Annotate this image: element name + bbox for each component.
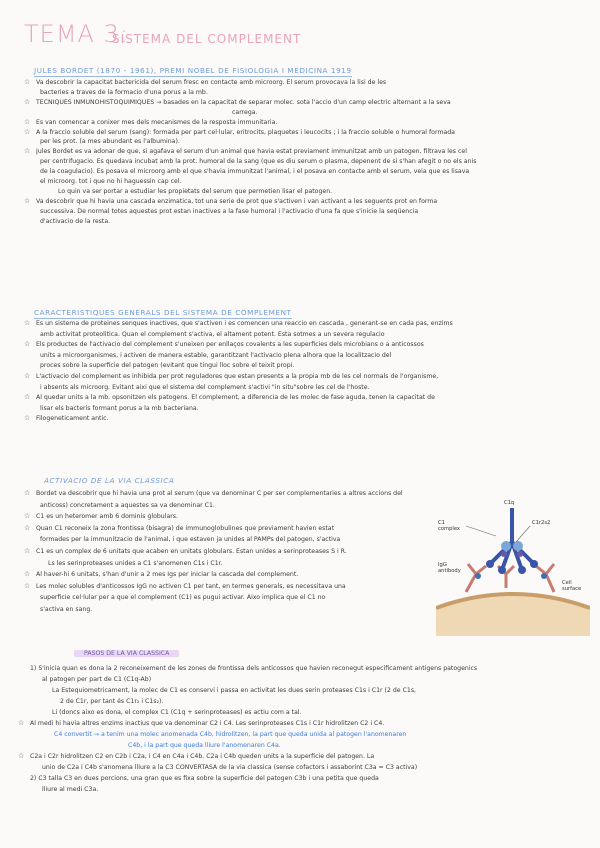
note-line: lliure al medi C3a. bbox=[42, 786, 99, 793]
note-line: s'activa en sang. bbox=[40, 606, 93, 613]
note-line: Les molec solubles d'anticossos IgG no activen C1 per tant, en termes generals, es necessitava una bbox=[36, 582, 346, 590]
page-title bbox=[24, 20, 584, 54]
bullet-star-icon: ☆ bbox=[24, 340, 31, 349]
note-line: TECNIQUES INMUNOHISTOQUIMIQUES → basades en la capacitat de separar molec. sota l'accio d'un camp electric alternant a la seva bbox=[36, 98, 451, 106]
note-line: units a microorganismes, i activen de manera estable, garantitzant l'activacio plena alhora que la localitzacio del bbox=[40, 351, 392, 359]
note-line: C2a i C2r hidrolitzen C2 en C2b i C2a, i C4 en C4a i C4b. C2a i C4b queden units a la superficie del patogen. La bbox=[30, 753, 375, 760]
title-subtitle: SISTEMA DEL COMPLEMENT bbox=[112, 32, 302, 46]
bullet-star-icon: ☆ bbox=[24, 581, 31, 590]
label-line-complex bbox=[466, 526, 496, 536]
note-line: Es van comencar a conixer mes dels mecanismes de la resposta immunitaria. bbox=[36, 118, 278, 126]
bullet-star-icon: ☆ bbox=[24, 127, 31, 136]
bullet-star-icon: ☆ bbox=[24, 147, 31, 156]
note-line: al patogen per part de C1 (C1q-Ab) bbox=[42, 676, 152, 683]
note-line: Al haver-hi 6 unitats, s'han d'unir a 2 mes Igs per iniciar la cascada del complement. bbox=[36, 571, 299, 579]
label-c1-complex: C1 complex bbox=[438, 520, 460, 532]
note-line: Ls les serinproteases unides a C1 s'anomenen C1s i C1r. bbox=[48, 559, 223, 567]
note-line: 2) C3 talla C3 en dues porcions, una gran que es fixa sobre la superficie del patogen C3b i una petita que queda bbox=[30, 775, 379, 782]
section3-heading: ACTIVACIO DE LA VIA CLASSICA bbox=[44, 476, 175, 485]
bullet-star-icon: ☆ bbox=[24, 489, 31, 497]
note-line: amb activitat proteolitica. Quan el complement s'activa, el altament potent. Esta sotmes a un severa regulacio bbox=[40, 330, 385, 338]
note-line: lisar els bacteris formant porus a la mb bacteriana. bbox=[40, 404, 199, 412]
note-line: 2 de C1r, per tant és C1r₂ i C1s₂). bbox=[60, 698, 164, 705]
label-cell-surface: Cell surface bbox=[562, 580, 582, 592]
bullet-star-icon: ☆ bbox=[24, 117, 31, 126]
note-line: L'activacio del complement es inhibida per prot reguladores que estan presents a la propia mb de les cel normals de l'organisme, bbox=[36, 373, 439, 380]
c1-complex-figure bbox=[436, 496, 590, 636]
bullet-star-icon: ☆ bbox=[24, 393, 31, 402]
note-line: Lo quin va ser portar a estudiar les propietats del serum que permetien lisar el patogen. bbox=[58, 187, 333, 195]
note-line: superficie cel·lular per a que el complement (C1) es pugui activar. Aixo implica que el C1 no bbox=[40, 594, 326, 602]
note-line: Els productes de l'activacio del complement s'uneixen per enllaços covalents a les superficies dels microbians o a anticossos bbox=[36, 341, 424, 349]
note-line: Jules Bordet es va adonar de que, si agafava el serum d'un animal que havia estat previament immunitzat amb un patogen, filtrava les cel bbox=[36, 148, 467, 156]
note-line: el microorg. tot i que no hi haguessin cap cel. bbox=[40, 178, 182, 185]
steps-heading: PASOS DE LA VIA CLASSICA bbox=[74, 650, 179, 657]
note-line: carrega. bbox=[232, 108, 258, 116]
note-line: Al medi hi havia altres enzims inactius que va denominar C2 i C4. Les serinproteases C1s i C1r hidrolitzen C2 i C4. bbox=[30, 720, 385, 727]
note-line: Bordet va descobrir que hi havia una prot al serum (que va denominar C per ser complementaries a altres accions del bbox=[36, 490, 403, 497]
bullet-star-icon: ☆ bbox=[24, 512, 31, 521]
section1-heading: JULES BORDET (1870 - 1961), PREMI NOBEL DE FISIOLOGIA I MEDICINA 1919 bbox=[34, 66, 352, 75]
bullet-star-icon: ☆ bbox=[24, 196, 31, 205]
note-line: anticoss) concretament a aquestes sa va denominar C1. bbox=[40, 501, 215, 509]
note-line: per les prot. (a mes abundant es l'albumina). bbox=[40, 138, 180, 146]
label-igg: IgG antibody bbox=[438, 562, 461, 574]
label-c1r2s2: C1r2s2 bbox=[532, 520, 551, 526]
bullet-star-icon: ☆ bbox=[24, 547, 31, 555]
note-line: per centrifugacio. Es quedava incubat amb la prot. humoral de la sang (que es diu serum o plasma, depenent de si s'han afegit o no els anis bbox=[40, 158, 477, 166]
note-line: Va descobrir la capacitat bactericida del serum fresc en contacte amb microorg. El serum provocava la lisi de les bbox=[36, 79, 387, 86]
serine-protease-dots bbox=[501, 551, 523, 557]
note-line: Es un sistema de proteines senques inactives, que s'activen i es comencen una reaccio en cascada , generant-se en cada pas, enzims bbox=[36, 320, 453, 327]
note-line: 1) S'inicia quan es dona la 2 reconeixement de les zones de frontissa dels anticossos que havien reconegut especificament antigens patogenics bbox=[30, 665, 478, 672]
title-main: TEMA 3: bbox=[24, 20, 129, 48]
bullet-star-icon: ☆ bbox=[24, 372, 31, 380]
c1q-stalks bbox=[490, 508, 534, 570]
note-line: C1 es un complex de 6 unitats que acaben en unitats globulars. Estan unides a serinproteases S i R. bbox=[36, 548, 347, 555]
bullet-star-icon: ☆ bbox=[18, 719, 25, 727]
section2-heading: CARACTERISTIQUES GENERALS DEL SISTEMA DE COMPLEMENT bbox=[34, 308, 292, 317]
antigen-dots bbox=[475, 573, 547, 579]
note-line: C1 es un heteromer amb 6 dominis globulars. bbox=[36, 513, 178, 521]
note-line: bacteries a traves de la formacio d'una porus a la mb. bbox=[40, 88, 208, 96]
note-line: Filogeneticament antic. bbox=[36, 415, 109, 423]
note-line: i absents als microorg. Evitant aixi que el sistema del complement s'activi "in situ"sobre les cel de l'hoste. bbox=[40, 383, 370, 391]
label-line-c1r2s2 bbox=[516, 526, 530, 542]
note-line: Li (doncs aixo es dona, el complex C1 (C1q + serinproteases) es actiu com a tal. bbox=[52, 709, 302, 716]
bullet-star-icon: ☆ bbox=[24, 319, 31, 327]
bullet-star-icon: ☆ bbox=[24, 523, 31, 532]
note-line: unio de C2a i C4b s'anomena lliure a la C3 CONVERTASA de la via classica (sense cofactors i assaborint C3a = C3 activa) bbox=[42, 764, 418, 771]
bullet-star-icon: ☆ bbox=[24, 97, 31, 106]
note-line: La Estequiometricament, la molec de C1 es conservi i passa en activitat les dues serin proteases C1s i C1r (2 de C1s, bbox=[52, 687, 417, 694]
label-c1q: C1q bbox=[504, 500, 515, 506]
note-line: proces sobre la superficie del patogen (evitant que tingui lloc sobre el teixit propi. bbox=[40, 362, 295, 370]
note-line: C4b, i la part que queda lliure l'anomenaren C4a. bbox=[128, 742, 281, 749]
bullet-star-icon: ☆ bbox=[24, 78, 31, 86]
bullet-star-icon: ☆ bbox=[24, 414, 31, 423]
note-line: A la fraccio soluble del serum (sang): formada per part cel·lular, eritrocits, plaquetes i leucocits ; i la fraccio soluble o humoral formada bbox=[36, 128, 455, 136]
note-line: C4 convertit → a tenim una molec anomenada C4b, hidrolitzen, la part que queda unida al patogen l'anomenaren bbox=[54, 731, 407, 738]
note-line: Al quedar units a la mb. opsonitzen els patogens. El complement, a diferencia de les molec de fase aguda, tenen la capacitat de bbox=[36, 394, 435, 402]
note-line: formades per la immunitzacio de l'animal, i que estaven ja unides al PAMPs del patogen, s'activa bbox=[40, 536, 341, 544]
note-line: de la coagulacio). Es posava el microorg amb el que s'havia immunitzat l'animal, i el posava en contacte amb el serum, veia que es lisava bbox=[40, 168, 470, 176]
note-line: Va descobrir que hi havia una cascada enzimatica, tot una serie de prot que s'activen i van activant a les seguents prot en forma bbox=[36, 197, 438, 205]
bullet-star-icon: ☆ bbox=[18, 752, 25, 760]
note-line: d'activacio de la resta. bbox=[40, 217, 111, 225]
note-line: successiva. De normal totes aquestes prot estan inactives a la fase humoral i l'activacio d'una fa que s'inicie la seqüencia bbox=[40, 207, 419, 215]
bullet-star-icon: ☆ bbox=[24, 570, 31, 579]
note-line: Quan C1 reconeix la zona frontissa (bisagra) de immunoglobulines que previament havien estat bbox=[36, 524, 335, 532]
